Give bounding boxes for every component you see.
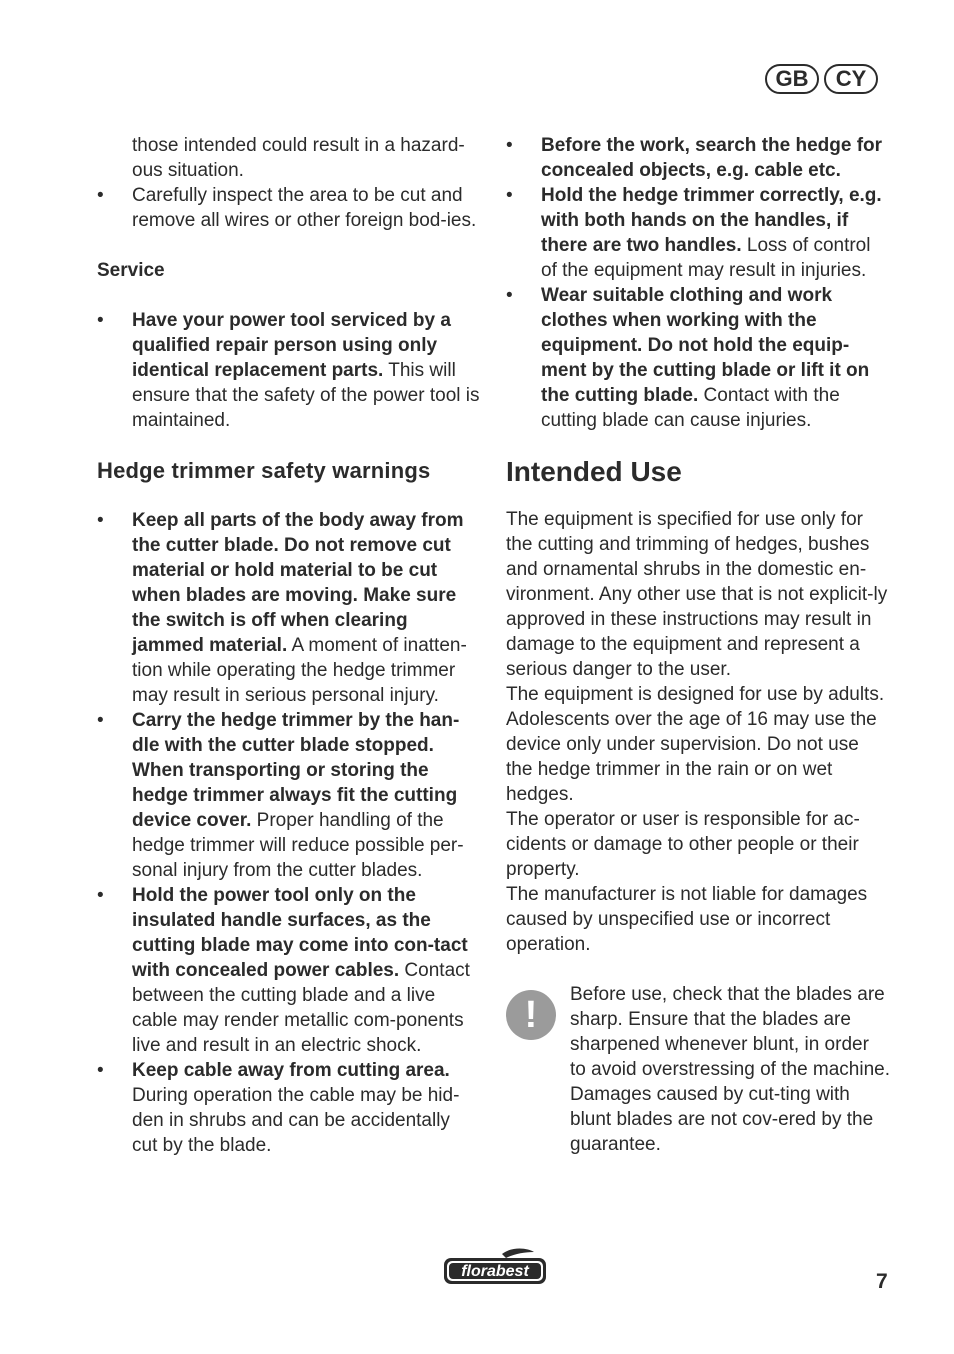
paragraph: The operator or user is responsible for ac-cidents or damage to other people or their property. (506, 809, 860, 880)
bullet: • (506, 285, 513, 306)
list-item (97, 183, 480, 233)
list-item (97, 1058, 480, 1158)
florabest-logo (442, 1248, 548, 1286)
bullet: • (97, 510, 104, 531)
list-item (97, 708, 480, 883)
svg-text:florabest: florabest (461, 1263, 529, 1280)
hedge-list (97, 508, 480, 1158)
warning-note (506, 982, 890, 1157)
bullet: • (97, 885, 104, 906)
intended-use-heading: Intended Use (506, 456, 682, 487)
badge-cy: CY (824, 64, 878, 94)
language-badges (765, 64, 878, 94)
item-bold: Keep all parts of the body away from the cutter blade. Do not remove cut material or hold material to be cut when blades are moving. Make sure the switch is off when clearing jammed material. (132, 510, 464, 656)
item-rest: Loss of control of the equipment may result in injuries. (541, 235, 871, 281)
item-rest: Contact with the cutting blade can cause injuries. (541, 385, 840, 431)
right-list (506, 133, 890, 433)
bullet: • (97, 1060, 104, 1081)
paragraph: The equipment is specified for use only for the cutting and trimming of hedges, bushes and ornamental shrubs in the domestic en-vironment. Any other use that is not explicit-ly approved in these instructions may result in damage to the equipment and represent a serious danger to the user. (506, 509, 888, 680)
item-rest: Proper handling of the hedge trimmer will reduce possible per-sonal injury from the cutter blades. (132, 810, 464, 881)
item-bold: Before the work, search the hedge for concealed objects, e.g. cable etc. (541, 135, 883, 181)
list-item (97, 308, 480, 433)
service-list (97, 308, 480, 433)
item-bold: Hold the hedge trimmer correctly, e.g. with both hands on the handles, if there are two handles. (541, 185, 882, 256)
left-column (97, 133, 480, 1158)
hedge-heading: Hedge trimmer safety warnings (97, 458, 431, 483)
bullet: • (506, 185, 513, 206)
paragraph: The manufacturer is not liable for damages caused by unspecified use or incorrect operation. (506, 884, 868, 955)
list-item (506, 283, 890, 433)
service-rest: This will ensure that the safety of the power tool is maintained. (132, 360, 480, 431)
bullet: • (97, 710, 104, 731)
list-item (97, 508, 480, 708)
service-heading: Service (97, 260, 165, 281)
bullet: • (97, 185, 104, 206)
badge-gb: GB (765, 64, 819, 94)
bullet: • (506, 135, 513, 156)
intro-list (97, 183, 480, 233)
bullet: • (97, 310, 104, 331)
right-column (506, 133, 890, 1157)
item-bold: Carry the hedge trimmer by the han-dle with the cutter blade stopped. When transporting or storing the hedge trimmer always fit the cutting device cover. (132, 710, 460, 831)
item-rest: Contact between the cutting blade and a live cable may render metallic com-ponents live and result in an electric shock. (132, 960, 470, 1056)
paragraph: The equipment is designed for use by adults. Adolescents over the age of 16 may use the device only under supervision. Do not use the hedge trimmer in the rain or on wet hedges. (506, 684, 885, 805)
item-bold: Wear suitable clothing and work clothes when working with the equipment. Do not hold the equip-ment by the cutting blade or lift it on the cutting blade. (541, 285, 870, 406)
exclamation-icon: ! (506, 990, 556, 1040)
intro-continuation: those intended could result in a hazard-ous situation. (132, 135, 465, 181)
list-item (97, 883, 480, 1058)
intro-bullet-text: Carefully inspect the area to be cut and remove all wires or other foreign bod-ies. (132, 185, 477, 231)
item-rest: During operation the cable may be hid-den in shrubs and can be accidentally cut by the blade. (132, 1085, 460, 1156)
list-item (506, 133, 890, 183)
list-item (506, 183, 890, 283)
item-bold: Hold the power tool only on the insulated handle surfaces, as the cutting blade may come into con-tact with concealed power cables. (132, 885, 468, 981)
service-bold: Have your power tool serviced by a qualified repair person using only identical replacement parts. (132, 310, 451, 381)
note-text: Before use, check that the blades are sharp. Ensure that the blades are sharpened whenever blunt, in order to avoid overstressing of the machine. Damages caused by cut-ting with blunt blades are not cov-ered by the guarantee. (570, 984, 891, 1155)
page-number: 7 (876, 1270, 888, 1293)
item-bold: Keep cable away from cutting area. (132, 1060, 450, 1081)
item-rest: A moment of inatten-tion while operating the hedge trimmer may result in serious personal injury. (132, 635, 467, 706)
